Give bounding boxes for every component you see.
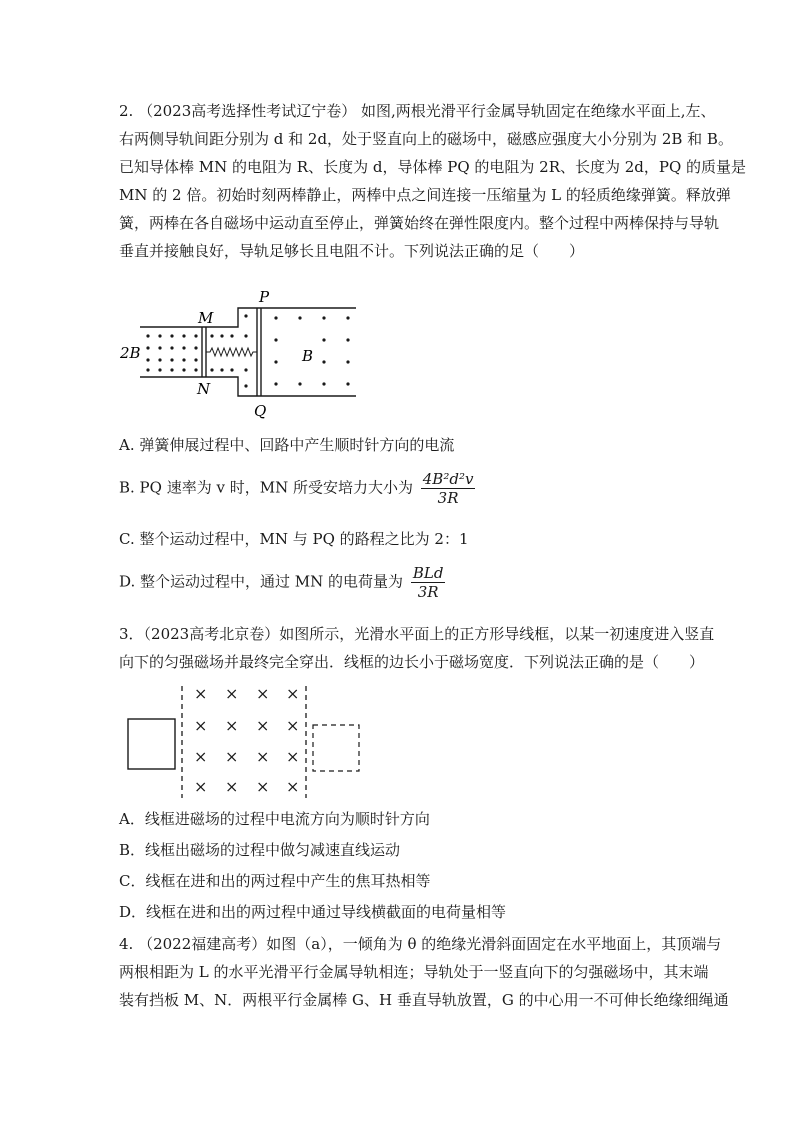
q3-field-figure [120, 684, 370, 800]
question-4-stem [119, 930, 729, 1014]
cross-mark: × [194, 747, 208, 766]
cross-mark: × [225, 716, 239, 735]
q2-label-P: P [259, 288, 270, 306]
cross-mark: × [225, 684, 239, 703]
q2-rail-figure [118, 286, 368, 422]
q3-line: 向下的匀强磁场并最终完全穿出．线框的边长小于磁场宽度．下列说法正确的是（ ） [119, 653, 705, 671]
cross-mark: × [256, 684, 270, 703]
q3-option-a[interactable]: A．线框进磁场的过程中电流方向为顺时针方向 [119, 810, 430, 828]
q2-label-2B: 2B [120, 344, 141, 362]
fraction-denominator: 3R [417, 583, 439, 601]
fraction-numerator: 4B²d²v [422, 470, 474, 488]
fraction-numerator: BLd [412, 564, 444, 582]
q2-option-c[interactable]: C. 整个运动过程中，MN 与 PQ 的路程之比为 2：1 [119, 530, 469, 548]
q3-line: 3．（2023高考北京卷）如图所示，光滑水平面上的正方形导线框，以某一初速度进入竖直 [119, 625, 715, 643]
fraction-denominator: 3R [437, 489, 459, 507]
q2-option-d[interactable] [119, 565, 445, 600]
q2-option-a[interactable]: A. 弹簧伸展过程中、回路中产生顺时针方向的电流 [119, 436, 455, 454]
q4-line: 4. （2022福建高考）如图（a），一倾角为 θ 的绝缘光滑斜面固定在水平地面上，其顶端与 [119, 935, 722, 953]
q2-label-B: B [302, 347, 314, 365]
q3-option-d[interactable]: D．线框在进和出的两过程中通过导线横截面的电荷量相等 [119, 903, 507, 921]
q2-option-b-text: B. PQ 速率为 v 时，MN 所受安培力大小为 [119, 478, 413, 497]
q2-rod-mn [202, 327, 206, 377]
q3-option-b[interactable]: B．线框出磁场的过程中做匀减速直线运动 [119, 841, 401, 859]
q2-line: 2. （2023高考选择性考试辽宁卷） 如图,两根光滑平行金属导轨固定在绝缘水平面上,左、 [119, 102, 716, 120]
q4-line: 装有挡板 M、N．两根平行金属棒 G、H 垂直导轨放置，G 的中心用一不可伸长绝缘细绳通 [119, 991, 729, 1009]
cross-mark: × [286, 684, 300, 703]
q2-rod-pq [257, 308, 261, 396]
q2-line: MN 的 2 倍。初始时刻两棒静止，两棒中点之间连接一压缩量为 L 的轻质绝缘弹簧。释放弹 [119, 186, 731, 204]
question-2-stem [119, 97, 747, 265]
q2-spring [206, 348, 257, 356]
q3-square-frame-solid [128, 719, 175, 769]
cross-mark: × [256, 747, 270, 766]
q2-line: 簧，两棒在各自磁场中运动直至停止，弹簧始终在弹性限度内。整个过程中两棒保持与导轨 [119, 214, 720, 232]
q2-option-d-text: D. 整个运动过程中，通过 MN 的电荷量为 [119, 572, 404, 591]
q2-label-M: M [198, 309, 214, 327]
cross-mark: × [256, 777, 270, 796]
cross-mark: × [194, 684, 208, 703]
q2-line: 已知导体棒 MN 的电阻为 R、长度为 d，导体棒 PQ 的电阻为 2R、长度为 2d，PQ 的质量是 [119, 158, 747, 176]
q2-line: 右两侧导轨间距分别为 d 和 2d，处于竖直向上的磁场中，磁感应强度大小分别为 2B 和 B。 [119, 130, 733, 148]
q2-label-Q: Q [254, 402, 267, 420]
cross-mark: × [286, 716, 300, 735]
cross-mark: × [225, 777, 239, 796]
q3-field-crosses [194, 684, 299, 796]
cross-mark: × [286, 747, 300, 766]
cross-mark: × [194, 716, 208, 735]
q2-label-N: N [197, 380, 211, 398]
q2-option-d-fraction [411, 565, 446, 600]
cross-mark: × [286, 777, 300, 796]
q3-square-frame-dashed [313, 725, 359, 771]
cross-mark: × [256, 716, 270, 735]
q2-line: 垂直并接触良好，导轨足够长且电阻不计。下列说法正确的足（ ） [119, 242, 585, 260]
cross-mark: × [225, 747, 239, 766]
q4-line: 两根相距为 L 的水平光滑平行金属导轨相连；导轨处于一竖直向下的匀强磁场中，其末端 [119, 963, 709, 981]
cross-mark: × [194, 777, 208, 796]
q2-option-b[interactable] [119, 471, 475, 506]
question-3-stem [119, 620, 715, 676]
q2-option-b-fraction [421, 471, 476, 506]
q3-option-c[interactable]: C．线框在进和出的两过程中产生的焦耳热相等 [119, 872, 431, 890]
